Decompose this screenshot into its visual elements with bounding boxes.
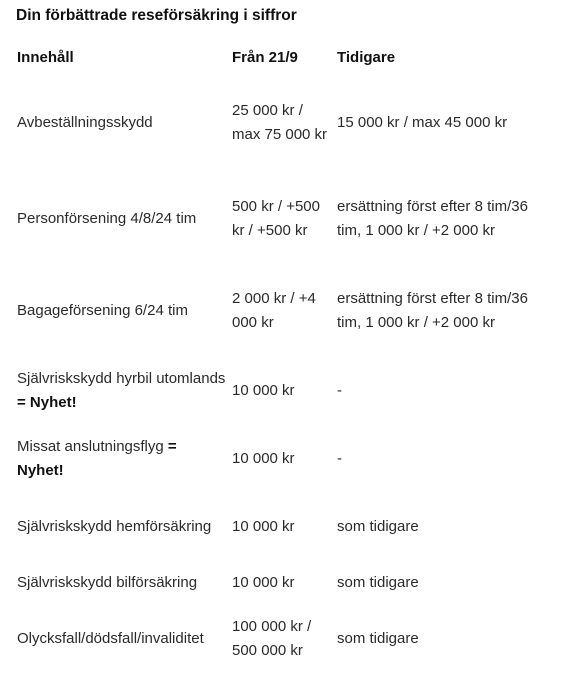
row-item-label: Bagageförsening 6/24 tim: [17, 302, 188, 319]
row-new-value: 100 000 kr / 500 000 kr: [232, 618, 312, 659]
row-item-label: Personförsening 4/8/24 tim: [17, 210, 197, 227]
table-row: [16, 425, 551, 493]
table-row: [16, 173, 551, 265]
row-old-value: -: [337, 450, 342, 467]
row-item-label: Självriskskydd hemförsäkring: [17, 518, 212, 535]
row-item-label: Missat anslutningsflyg: [17, 438, 164, 455]
row-new-value: 10 000 kr: [232, 450, 295, 467]
row-old-value: som tidigare: [337, 518, 419, 535]
table-header-row: [16, 43, 551, 73]
row-item-cell: [16, 425, 231, 493]
row-old-value: ersättning först efter 8 tim/36 tim, 1 000 kr / +2 000 kr: [337, 290, 528, 331]
row-item-label: Avbeställningsskydd: [17, 114, 153, 131]
row-new-value: 2 000 kr / +4 000 kr: [232, 290, 316, 331]
row-old-value: som tidigare: [337, 574, 419, 591]
row-new-value: 10 000 kr: [232, 382, 295, 399]
table-row: [16, 493, 551, 561]
row-new-value: 500 kr / +500 kr / +500 kr: [232, 198, 320, 239]
row-old-value: -: [337, 382, 342, 399]
table-row: [16, 265, 551, 357]
table-row: [16, 357, 551, 425]
table-row: [16, 561, 551, 605]
row-new-value: 10 000 kr: [232, 574, 295, 591]
column-header-content: Innehåll: [17, 49, 74, 66]
new-feature-badge: = Nyhet!: [17, 394, 77, 411]
comparison-table: [16, 43, 551, 673]
row-item-label: Olycksfall/dödsfall/invaliditet: [17, 630, 204, 647]
row-new-value: 10 000 kr: [232, 518, 295, 535]
row-old-value: ersättning först efter 8 tim/36 tim, 1 000 kr / +2 000 kr: [337, 198, 528, 239]
page-content: [16, 6, 556, 673]
page-title: Din förbättrade reseförsäkring i siffror: [16, 7, 297, 24]
new-feature-badge: = Nyhet!: [17, 438, 177, 479]
column-header-previous: Tidigare: [337, 49, 396, 66]
row-item-label: Självriskskydd hyrbil utomlands: [17, 370, 226, 387]
row-old-value: som tidigare: [337, 630, 419, 647]
table-row: [16, 605, 551, 673]
row-item-label: Självriskskydd bilförsäkring: [17, 574, 198, 591]
column-header-from-date: Från 21/9: [232, 49, 298, 66]
row-old-value: 15 000 kr / max 45 000 kr: [337, 114, 508, 131]
row-new-value: 25 000 kr / max 75 000 kr: [232, 102, 328, 143]
row-item-cell: [16, 357, 231, 425]
table-row: [16, 73, 551, 173]
